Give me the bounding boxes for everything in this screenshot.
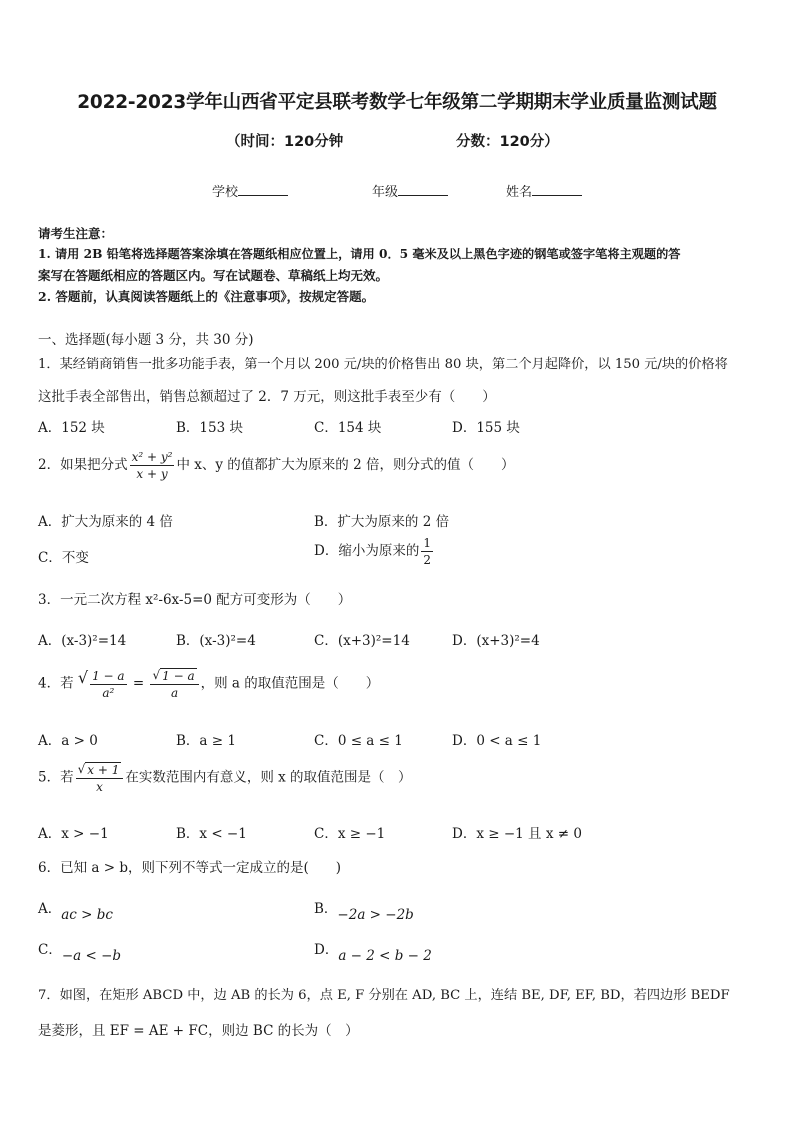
q5-pre: 5．若 (38, 769, 74, 786)
section-heading: 一、选择题(每小题 3 分，共 30 分) (38, 332, 254, 348)
q4-left-fraction (90, 669, 126, 700)
q5-numerator (76, 762, 124, 779)
q2-pre: 2．如果把分式 (38, 457, 128, 473)
q1-line-2: 这批手表全部售出，销售总额超过了 2．7 万元，则这批手表至少有（ ） (38, 389, 496, 405)
q4-right-denominator: a (170, 686, 179, 700)
notice-heading: 请考生注意： (38, 226, 114, 241)
notice-line-2: 2. 答题前，认真阅读答题纸上的《注意事项》，按规定答题。 (38, 289, 375, 304)
q4-right-numerator (150, 668, 198, 685)
school-blank (238, 182, 288, 196)
q6-option-c (38, 938, 122, 964)
q1-option-c: C．154 块 (314, 420, 382, 436)
q6-option-b (314, 897, 414, 923)
q3-stem: 3．一元二次方程 x²-6x-5=0 配方可变形为（ ） (38, 592, 352, 608)
name-label: 姓名 (506, 185, 533, 200)
name-field (506, 181, 582, 200)
q1-option-d: D．155 块 (452, 420, 520, 436)
sqrt-icon: √ (77, 668, 89, 687)
q2-option-b: B．扩大为原来的 2 倍 (314, 514, 450, 530)
q6-d-label: D． (314, 942, 339, 958)
q5-option-c: C．x ≥ −1 (314, 826, 386, 842)
q1-line-1: 1．某经销商销售一批多功能手表，第一个月以 200 元/块的价格售出 80 块，第二个月起降价，以 150 元/块的价格将 (38, 357, 728, 372)
school-label: 学校 (212, 185, 239, 200)
q3-option-c: C．(x+3)²=14 (314, 633, 410, 649)
q2-d-denominator: 2 (423, 553, 431, 567)
q4-pre: 4．若 (38, 675, 74, 692)
q7-line-2: 是菱形，且 EF = AE + FC，则边 BC 的长为（ ） (38, 1023, 359, 1039)
notice-line-1a: 1. 请用 2B 铅笔将选择题答案涂填在答题纸相应位置上，请用 0．5 毫米及以上黑色字迹的钢笔或签字笔将主观题的答 (38, 247, 681, 261)
q1-option-b: B．153 块 (176, 420, 243, 436)
exam-title: 2022-2023学年山西省平定县联考数学七年级第二学期期末学业质量监测试题 (77, 92, 717, 113)
q4-right-radicand: 1 − a (162, 669, 195, 683)
q6-option-d (314, 938, 432, 964)
q2-option-a: A．扩大为原来的 4 倍 (38, 514, 173, 530)
notice-line-1b: 案写在答题纸相应的答题区内。写在试题卷、草稿纸上均无效。 (38, 268, 389, 283)
q2-option-c: C．不变 (38, 550, 89, 566)
q6-stem: 6．已知 a > b，则下列不等式一定成立的是( ) (38, 860, 341, 876)
q6-a-label: A． (38, 901, 62, 917)
q2-numerator: x² + y² (131, 450, 173, 464)
q4-option-b: B．a ≥ 1 (176, 733, 236, 749)
q2-denominator: x + y (136, 467, 168, 481)
q4-option-d: D．0 < a ≤ 1 (452, 733, 542, 749)
q6-d-expr: a − 2 < b − 2 (338, 948, 432, 964)
q4-left-denominator: a² (102, 685, 115, 700)
sqrt-icon: √ (77, 762, 86, 776)
q4-option-c: C．0 ≤ a ≤ 1 (314, 733, 403, 749)
q6-a-expr: ac > bc (61, 907, 113, 923)
exam-time: （时间：120分钟 (226, 134, 344, 150)
q4-left-numerator: 1 − a (92, 668, 125, 683)
q2-post: 中 x、y 的值都扩大为原来的 2 倍，则分式的值（ ） (176, 457, 515, 473)
q1-option-a: A．152 块 (38, 420, 105, 436)
q2-stem (38, 450, 514, 481)
q2-fraction (130, 450, 175, 481)
grade-blank (398, 182, 448, 196)
q4-option-a: A．a > 0 (38, 733, 98, 749)
q5-option-b: B．x < −1 (176, 826, 247, 842)
school-field (212, 181, 288, 200)
name-blank (532, 182, 582, 196)
q4-post: ，则 a 的取值范围是（ ） (200, 675, 380, 692)
q6-c-label: C． (38, 942, 62, 958)
q7-line-1: 7．如图，在矩形 ABCD 中，边 AB 的长为 6，点 E, F 分别在 AD, BC 上，连结 BE, DF, EF, BD，若四边形 BEDF (38, 988, 730, 1003)
equals-sign: = (132, 675, 145, 692)
q5-post: 在实数范围内有意义，则 x 的取值范围是（ ） (125, 769, 412, 786)
q2-option-d (314, 536, 435, 567)
q4-right-fraction (150, 668, 198, 700)
grade-label: 年级 (372, 185, 399, 200)
q5-denominator: x (96, 780, 103, 794)
grade-field (372, 181, 448, 200)
q6-b-expr: −2a > −2b (337, 907, 414, 923)
q3-option-a: A．(x-3)²=14 (38, 633, 127, 649)
q5-stem (38, 762, 412, 794)
q5-option-a: A．x > −1 (38, 826, 109, 842)
sqrt-icon: √ (152, 668, 161, 682)
q3-option-b: B．(x-3)²=4 (176, 633, 256, 649)
q5-fraction (76, 762, 124, 794)
exam-score: 分数：120分） (456, 134, 559, 150)
q4-stem (38, 668, 379, 700)
q2-option-d-fraction (421, 536, 433, 567)
q2-option-d-text: D．缩小为原来的 (314, 543, 420, 559)
q6-option-a (38, 897, 113, 923)
q2-d-numerator: 1 (423, 536, 431, 550)
q5-option-d: D．x ≥ −1 且 x ≠ 0 (452, 826, 582, 842)
q6-b-label: B． (314, 901, 338, 917)
q5-radicand: x + 1 (87, 763, 120, 777)
q3-option-d: D．(x+3)²=4 (452, 633, 540, 649)
q6-c-expr: −a < −b (61, 948, 122, 964)
